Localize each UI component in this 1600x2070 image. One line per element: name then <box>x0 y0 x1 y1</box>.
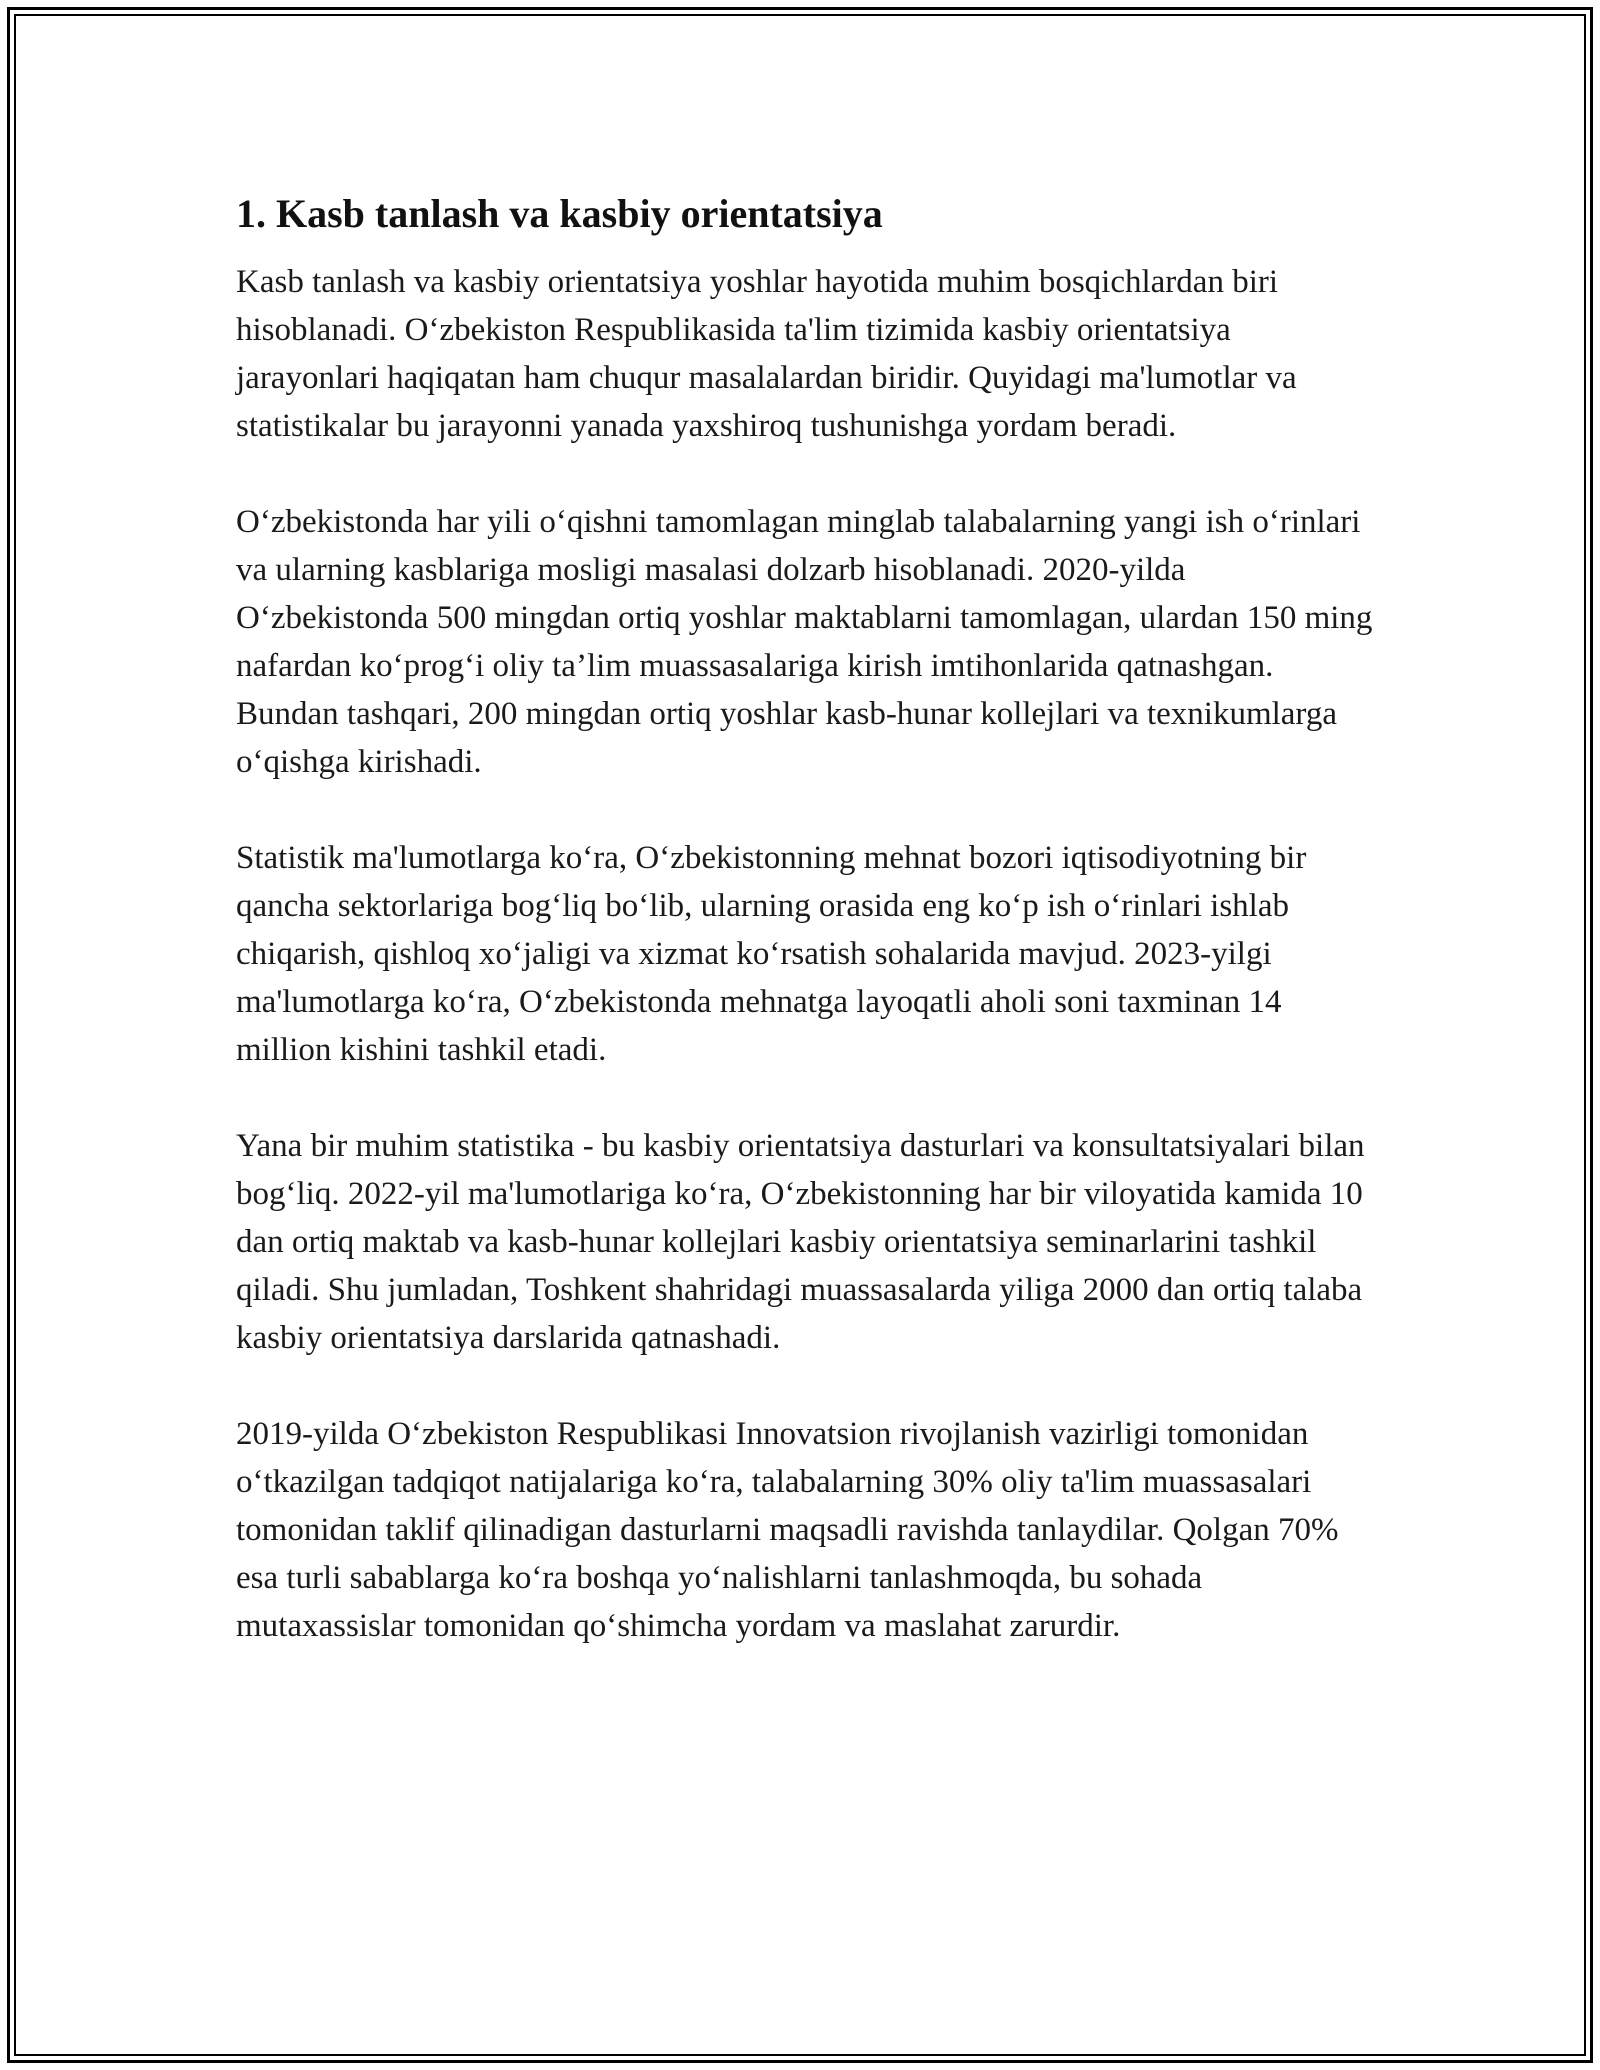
document-body <box>236 190 1376 1650</box>
paragraph-research-results: 2019-yilda O‘zbekiston Respublikasi Innovatsion rivojlanish vazirligi tomonidan o‘tkazilgan tadqiqot natijalariga ko‘ra, talabalarning 30% oliy ta'lim muassasalari tomonidan taklif qilinadigan dasturlarni maqsadli ravishda tanlaydilar. Qolgan 70% esa turli sabablarga ko‘ra boshqa yo‘nalishlarni tanlashmoqda, bu sohada mutaxassislar tomonidan qo‘shimcha yordam va maslahat zarurdir. <box>236 1416 1339 1644</box>
paragraph-intro: Kasb tanlash va kasbiy orientatsiya yoshlar hayotida muhim bosqichlardan biri hisoblanadi. O‘zbekiston Respublikasida ta'lim tizimida kasbiy orientatsiya jarayonlari haqiqatan ham chuqur masalalardan biridir. Quyidagi ma'lumotlar va statistikalar bu jarayonni yanada yaxshiroq tushunishga yordam beradi. <box>236 264 1297 444</box>
section-title: 1. Kasb tanlash va kasbiy orientatsiya <box>236 191 883 236</box>
paragraph-graduates: O‘zbekistonda har yili o‘qishni tamomlagan minglab talabalarning yangi ish o‘rinlari va ularning kasblariga mosligi masalasi dolzarb hisoblanadi. 2020-yilda O‘zbekistonda 500 mingdan ortiq yoshlar maktablarni tamomlagan, ulardan 150 ming nafardan ko‘prog‘i oliy ta’lim muassasalariga kirish imtihonlarida qatnashgan. Bundan tashqari, 200 mingdan ortiq yoshlar kasb-hunar kollejlari va texnikumlarga o‘qishga kirishadi. <box>236 504 1373 780</box>
paragraph-labor-market: Statistik ma'lumotlarga ko‘ra, O‘zbekistonning mehnat bozori iqtisodiyotning bir qancha sektorlariga bog‘liq bo‘lib, ularning orasida eng ko‘p ish o‘rinlari ishlab chiqarish, qishloq xo‘jaligi va xizmat ko‘rsatish sohalarida mavjud. 2023-yilgi ma'lumotlarga ko‘ra, O‘zbekistonda mehnatga layoqatli aholi soni taxminan 14 million kishini tashkil etadi. <box>236 840 1307 1068</box>
paragraph-orientation-programs: Yana bir muhim statistika - bu kasbiy orientatsiya dasturlari va konsultatsiyalari bilan bog‘liq. 2022-yil ma'lumotlariga ko‘ra, O‘zbekistonning har bir viloyatida kamida 10 dan ortiq maktab va kasb-hunar kollejlari kasbiy orientatsiya seminarlarini tashkil qiladi. Shu jumladan, Toshkent shahridagi muassasalarda yiliga 2000 dan ortiq talaba kasbiy orientatsiya darslarida qatnashadi. <box>236 1128 1365 1356</box>
